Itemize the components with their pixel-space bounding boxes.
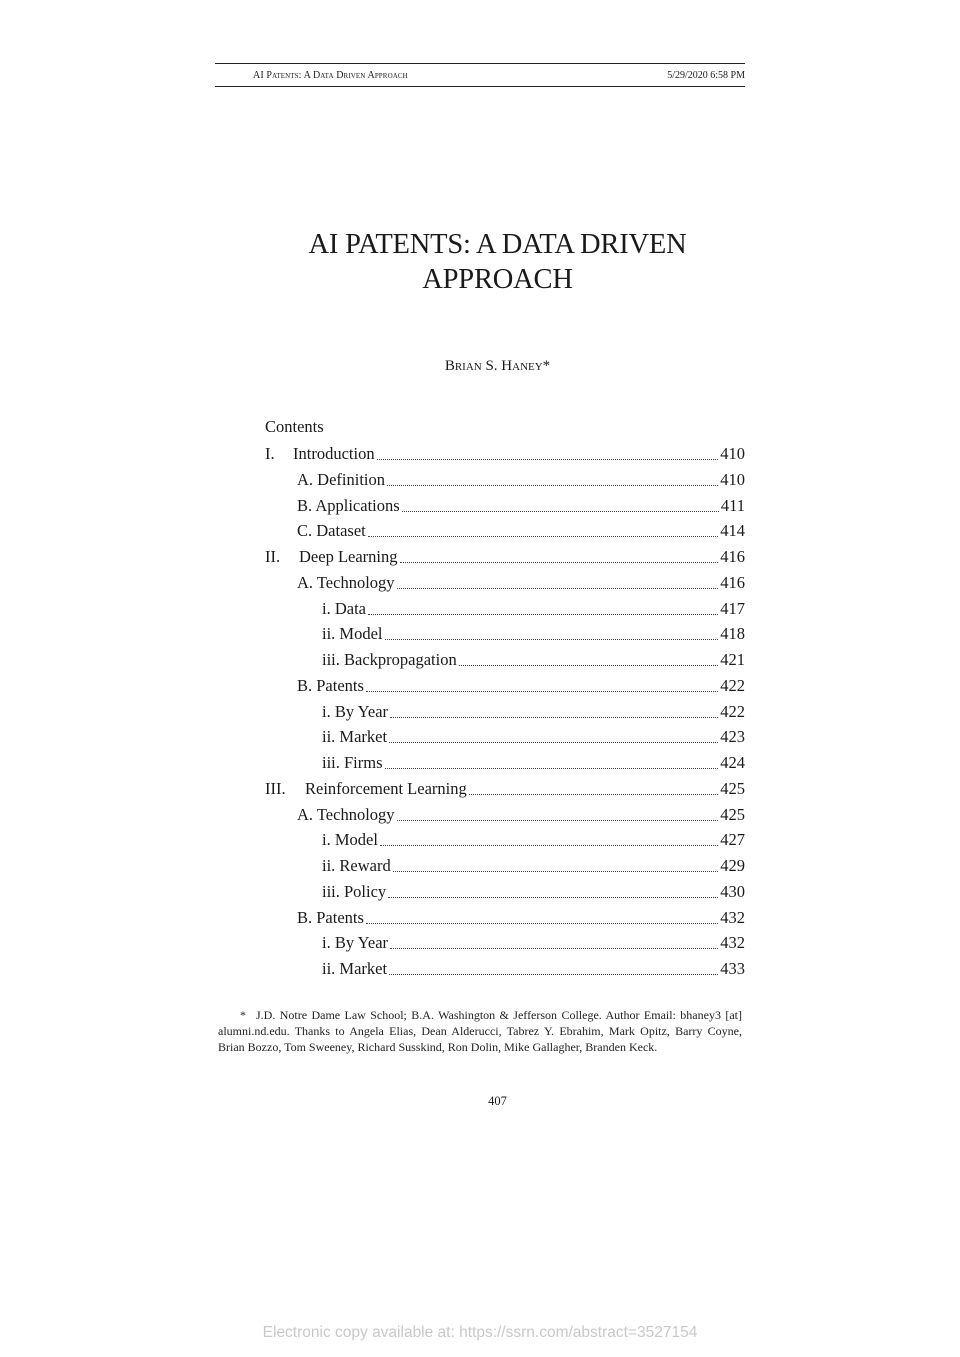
- toc-dot-leader: [397, 588, 719, 589]
- toc-entry-label: i. Model: [322, 830, 378, 850]
- toc-entry-page: 410: [720, 444, 745, 463]
- footnote-text: J.D. Notre Dame Law School; B.A. Washington & Jefferson College. Author Email: bhaney3 [at] alumni.nd.edu. Thanks to Angela Elias, Dean Alderucci, Tabrez Y. Ebrahim, Mark Opitz, Barry Coyne, Brian Bozzo, Tom Sweeney, Richard Susskind, Ron Dolin, Mike Gallagher, Branden Keck.: [218, 1008, 742, 1054]
- running-title: AI Patents: A Data Driven Approach: [253, 70, 408, 81]
- toc-entry-label: ii. Market: [322, 727, 388, 747]
- toc-entry-label: Deep Learning: [299, 547, 398, 566]
- toc-dot-leader: [469, 794, 719, 795]
- toc-entry[interactable]: [322, 622, 745, 644]
- toc-entry-page: 429: [720, 856, 745, 875]
- toc-dot-leader: [459, 665, 719, 666]
- toc-entry-page: 422: [720, 675, 745, 695]
- toc-entry-label: B. Applications: [297, 495, 400, 515]
- toc-entry[interactable]: [265, 442, 745, 464]
- page-number: 407: [488, 1094, 507, 1108]
- toc-entry[interactable]: [322, 828, 745, 850]
- toc-dot-leader: [390, 717, 718, 718]
- contents-heading: Contents: [265, 417, 324, 436]
- toc-dot-leader: [387, 485, 718, 486]
- toc-dot-leader: [389, 742, 718, 743]
- toc-entry-page: 424: [720, 753, 745, 772]
- toc-entry-numeral: I.: [265, 444, 275, 463]
- toc-entry-label: Introduction: [293, 444, 375, 463]
- toc-entry-page: 411: [720, 495, 745, 515]
- toc-entry[interactable]: [322, 700, 745, 722]
- toc-dot-leader: [393, 871, 719, 872]
- toc-entry-page: 432: [720, 933, 745, 953]
- toc-entry[interactable]: [322, 931, 745, 953]
- toc-entry-page: 410: [720, 469, 745, 489]
- running-header: [215, 63, 745, 87]
- toc-entry-page: 418: [720, 624, 745, 644]
- toc-entry[interactable]: [297, 519, 745, 541]
- toc-entry-label: iii. Firms: [322, 753, 383, 772]
- toc-entry-label: A. Technology: [297, 804, 395, 824]
- toc-dot-leader: [368, 614, 718, 615]
- toc-dot-leader: [388, 897, 718, 898]
- toc-entry[interactable]: [322, 957, 745, 979]
- toc-entry-label: Reinforcement Learning: [305, 778, 467, 798]
- toc-entry-page: 414: [720, 521, 745, 541]
- toc-entry-page: 421: [720, 650, 745, 669]
- toc-entry-page: 427: [720, 830, 745, 850]
- toc-dot-leader: [377, 459, 719, 460]
- toc-entry[interactable]: [265, 777, 745, 799]
- toc-dot-leader: [390, 948, 718, 949]
- header-timestamp: 5/29/2020 6:58 PM: [667, 70, 745, 81]
- toc-entry[interactable]: [297, 468, 745, 490]
- ssrn-watermark[interactable]: Electronic copy available at: https://ssrn.com/abstract=3527154: [262, 1324, 698, 1341]
- toc-entry[interactable]: [265, 545, 745, 567]
- toc-entry-page: 425: [720, 778, 745, 798]
- toc-dot-leader: [389, 974, 718, 975]
- toc-entry-page: 432: [720, 907, 745, 927]
- footnote-mark: *: [240, 1008, 246, 1022]
- toc-dot-leader: [385, 768, 719, 769]
- toc-entry-label: ii. Reward: [322, 856, 391, 875]
- toc-entry-page: 417: [720, 598, 745, 618]
- toc-entry-label: C. Dataset: [297, 521, 366, 541]
- toc-entry[interactable]: [322, 880, 745, 902]
- toc-entry[interactable]: [297, 906, 745, 928]
- toc-entry-label: i. By Year: [322, 933, 389, 953]
- toc-dot-leader: [366, 923, 718, 924]
- toc-entry-label: B. Patents: [297, 675, 364, 695]
- toc-entry-label: i. By Year: [322, 701, 389, 721]
- toc-entry-label: iii. Policy: [322, 881, 387, 901]
- toc-dot-leader: [385, 639, 719, 640]
- toc-entry-label: A. Definition: [297, 469, 385, 489]
- toc-entry-label: ii. Model: [322, 624, 383, 644]
- toc-entry[interactable]: [297, 494, 745, 516]
- toc-entry-label: ii. Market: [322, 959, 388, 978]
- toc-entry-label: B. Patents: [297, 907, 364, 927]
- toc-entry-page: 422: [720, 701, 745, 721]
- toc-entry-label: i. Data: [322, 598, 366, 618]
- toc-entry-page: 416: [720, 572, 745, 592]
- toc-entry-page: 423: [720, 727, 745, 747]
- toc-entry-label: iii. Backpropagation: [322, 650, 457, 669]
- toc-entry-page: 425: [720, 804, 745, 824]
- article-title-line-1: AI PATENTS: A DATA DRIVEN: [308, 229, 687, 260]
- toc-entry-page: 433: [720, 959, 745, 978]
- toc-dot-leader: [397, 820, 719, 821]
- toc-dot-leader: [366, 691, 718, 692]
- toc-entry-label: A. Technology: [297, 572, 395, 592]
- toc-dot-leader: [402, 511, 719, 512]
- author-name: Brian S. Haney*: [444, 358, 551, 374]
- toc-dot-leader: [368, 536, 719, 537]
- article-title-line-2: APPROACH: [422, 264, 573, 295]
- article-title: [300, 227, 695, 297]
- toc-entry[interactable]: [322, 725, 745, 747]
- toc-entry[interactable]: [297, 674, 745, 696]
- toc-entry[interactable]: [322, 597, 745, 619]
- toc-entry-numeral: III.: [265, 778, 286, 798]
- toc-entry[interactable]: [322, 751, 745, 773]
- toc-entry[interactable]: [297, 571, 745, 593]
- toc-dot-leader: [380, 845, 718, 846]
- toc-entry-numeral: II.: [265, 547, 281, 566]
- author-footnote: [218, 1007, 742, 1055]
- toc-entry[interactable]: [297, 803, 745, 825]
- toc-entry[interactable]: [322, 648, 745, 670]
- toc-entry-page: 416: [720, 547, 745, 566]
- toc-dot-leader: [400, 562, 719, 563]
- toc-entry[interactable]: [322, 854, 745, 876]
- toc-entry-page: 430: [720, 881, 745, 901]
